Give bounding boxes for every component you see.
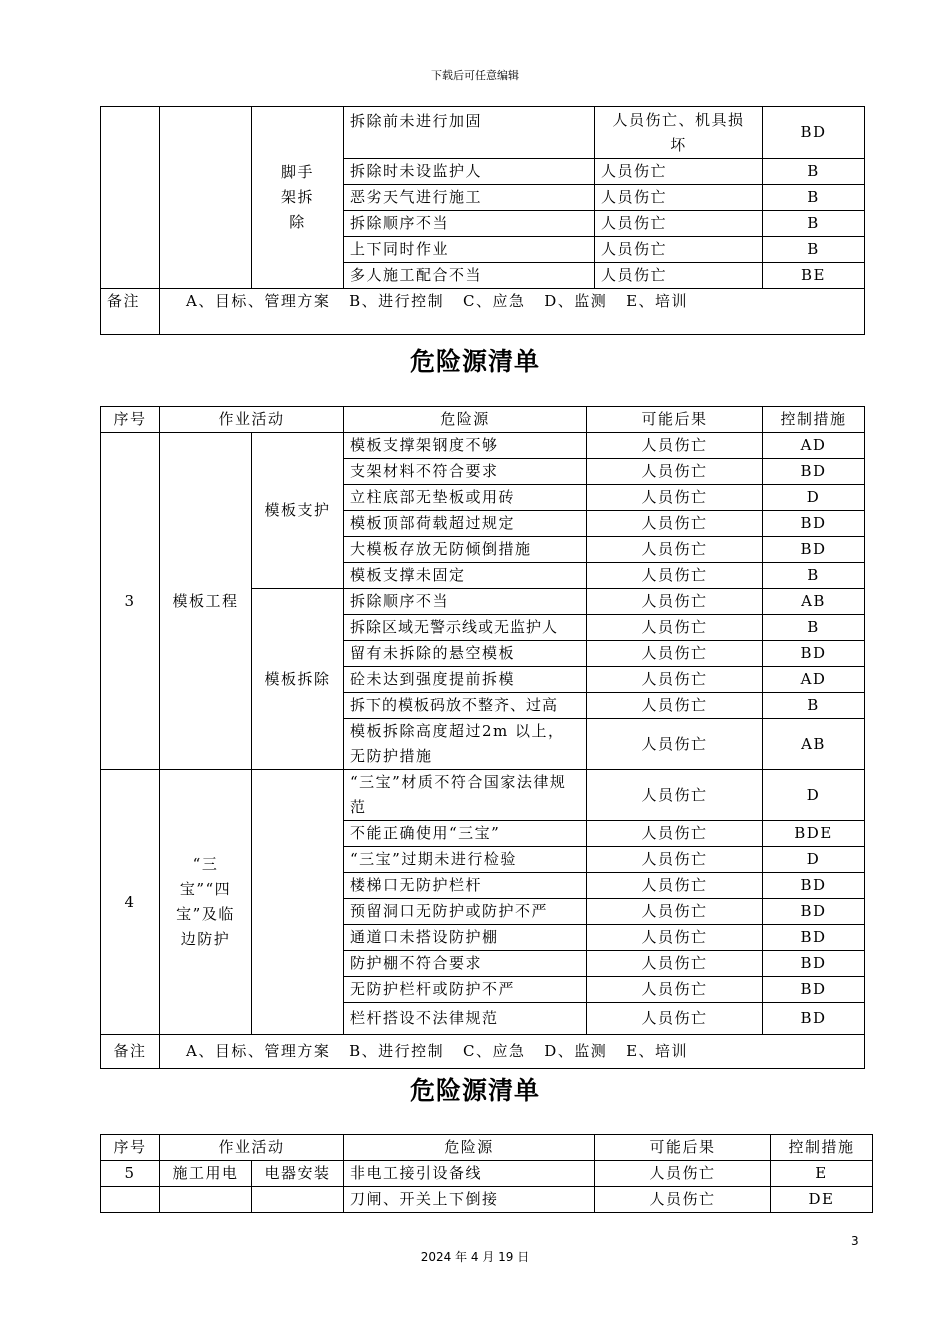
result-cell: 人员伤亡 bbox=[595, 237, 763, 263]
result-cell: 人员伤亡、机具损坏 bbox=[595, 107, 763, 159]
hazard-cell: 拆除顺序不当 bbox=[344, 211, 595, 237]
result-cell: 人员伤亡 bbox=[587, 925, 763, 951]
measure-cell: BD bbox=[763, 925, 865, 951]
hazard-cell: 拆除区域无警示线或无监护人 bbox=[344, 615, 587, 641]
sub-activity-cell: 模板支护 bbox=[252, 433, 344, 589]
hazard-cell: 不能正确使用“三宝” bbox=[344, 821, 587, 847]
result-cell: 人员伤亡 bbox=[587, 667, 763, 693]
sub-activity-cell: 脚手架拆除 bbox=[252, 107, 344, 289]
measure-cell: BD bbox=[763, 1003, 865, 1035]
hazard-cell: 支架材料不符合要求 bbox=[344, 459, 587, 485]
measure-cell: B bbox=[763, 615, 865, 641]
note-row bbox=[101, 1035, 865, 1069]
no-cell: 3 bbox=[101, 433, 160, 770]
measure-cell: BD bbox=[763, 951, 865, 977]
header-no: 序号 bbox=[101, 407, 160, 433]
hazard-cell: 恶劣天气进行施工 bbox=[344, 185, 595, 211]
measure-cell: BD bbox=[763, 641, 865, 667]
table-row bbox=[101, 770, 865, 821]
hazard-cell: 多人施工配合不当 bbox=[344, 263, 595, 289]
hazard-cell: 立柱底部无垫板或用砖 bbox=[344, 485, 587, 511]
hazard-table-continued bbox=[100, 106, 865, 335]
footer-date: 2024 年 4 月 19 日 bbox=[420, 1250, 530, 1264]
result-cell: 人员伤亡 bbox=[587, 459, 763, 485]
result-cell: 人员伤亡 bbox=[595, 1187, 771, 1213]
header-no: 序号 bbox=[101, 1135, 160, 1161]
measure-cell: D bbox=[763, 847, 865, 873]
hazard-cell: “三宝”过期未进行检验 bbox=[344, 847, 587, 873]
no-cell bbox=[101, 1187, 160, 1213]
table-row bbox=[101, 1187, 873, 1213]
measure-cell: B bbox=[763, 563, 865, 589]
document-title: 危险源清单 bbox=[409, 347, 540, 376]
activity-cell: “三宝”“四宝”及临边防护 bbox=[160, 770, 252, 1035]
result-cell: 人员伤亡 bbox=[595, 1161, 771, 1187]
hazard-cell: 拆除前未进行加固 bbox=[344, 107, 595, 159]
hazard-cell: 上下同时作业 bbox=[344, 237, 595, 263]
result-cell: 人员伤亡 bbox=[587, 641, 763, 667]
hazard-cell: “三宝”材质不符合国家法律规范 bbox=[344, 770, 587, 821]
hazard-cell: 模板支撑未固定 bbox=[344, 563, 587, 589]
measure-cell: AB bbox=[763, 589, 865, 615]
result-cell: 人员伤亡 bbox=[595, 185, 763, 211]
result-cell: 人员伤亡 bbox=[595, 263, 763, 289]
measure-cell: BD bbox=[763, 459, 865, 485]
result-cell: 人员伤亡 bbox=[587, 537, 763, 563]
no-cell bbox=[101, 107, 160, 289]
result-cell: 人员伤亡 bbox=[587, 951, 763, 977]
measure-cell: BD bbox=[763, 899, 865, 925]
header-result: 可能后果 bbox=[595, 1135, 771, 1161]
page-number: 3 bbox=[851, 1234, 859, 1248]
result-cell: 人员伤亡 bbox=[587, 511, 763, 537]
activity-cell: 模板工程 bbox=[160, 433, 252, 770]
sub-activity-cell: 电器安装 bbox=[252, 1161, 344, 1187]
hazard-cell: 模板顶部荷载超过规定 bbox=[344, 511, 587, 537]
header-measure: 控制措施 bbox=[771, 1135, 873, 1161]
hazard-cell: 无防护栏杆或防护不严 bbox=[344, 977, 587, 1003]
result-cell: 人员伤亡 bbox=[587, 563, 763, 589]
hazard-cell: 刀闸、开关上下倒接 bbox=[344, 1187, 595, 1213]
hazard-cell: 拆下的模板码放不整齐、过高 bbox=[344, 693, 587, 719]
table-header-row bbox=[101, 407, 865, 433]
measure-cell: E bbox=[771, 1161, 873, 1187]
hazard-cell: 楼梯口无防护栏杆 bbox=[344, 873, 587, 899]
hazard-cell: 砼未达到强度提前拆模 bbox=[344, 667, 587, 693]
page-header: 下载后可任意编辑 bbox=[431, 69, 519, 82]
no-cell: 5 bbox=[101, 1161, 160, 1187]
hazard-cell: 拆除时未设监护人 bbox=[344, 159, 595, 185]
measure-cell: BD bbox=[763, 977, 865, 1003]
measure-cell: D bbox=[763, 485, 865, 511]
measure-cell: AB bbox=[763, 719, 865, 770]
measure-cell: BD bbox=[763, 107, 865, 159]
hazard-cell: 留有未拆除的悬空模板 bbox=[344, 641, 587, 667]
measure-cell: AD bbox=[763, 667, 865, 693]
table-row bbox=[101, 1161, 873, 1187]
result-cell: 人员伤亡 bbox=[587, 1003, 763, 1035]
header-result: 可能后果 bbox=[587, 407, 763, 433]
table-header-row bbox=[101, 1135, 873, 1161]
measure-cell: BD bbox=[763, 873, 865, 899]
header-activity: 作业活动 bbox=[160, 407, 344, 433]
table-row bbox=[101, 433, 865, 459]
hazard-table bbox=[100, 1134, 873, 1213]
result-cell: 人员伤亡 bbox=[587, 589, 763, 615]
result-cell: 人员伤亡 bbox=[587, 433, 763, 459]
header-measure: 控制措施 bbox=[763, 407, 865, 433]
document-title: 危险源清单 bbox=[409, 1076, 540, 1105]
result-cell: 人员伤亡 bbox=[587, 485, 763, 511]
measure-cell: BD bbox=[763, 537, 865, 563]
result-cell: 人员伤亡 bbox=[587, 977, 763, 1003]
hazard-cell: 大模板存放无防倾倒措施 bbox=[344, 537, 587, 563]
measure-cell: B bbox=[763, 237, 865, 263]
measure-cell: BE bbox=[763, 263, 865, 289]
header-hazard: 危险源 bbox=[344, 407, 587, 433]
hazard-cell: 栏杆搭设不法律规范 bbox=[344, 1003, 587, 1035]
result-cell: 人员伤亡 bbox=[587, 899, 763, 925]
result-cell: 人员伤亡 bbox=[595, 159, 763, 185]
result-cell: 人员伤亡 bbox=[587, 615, 763, 641]
result-cell: 人员伤亡 bbox=[587, 821, 763, 847]
no-cell: 4 bbox=[101, 770, 160, 1035]
header-hazard: 危险源 bbox=[344, 1135, 595, 1161]
hazard-cell: 非电工接引设备线 bbox=[344, 1161, 595, 1187]
note-row bbox=[101, 289, 865, 335]
measure-cell: DE bbox=[771, 1187, 873, 1213]
hazard-cell: 预留洞口无防护或防护不严 bbox=[344, 899, 587, 925]
result-cell: 人员伤亡 bbox=[587, 770, 763, 821]
sub-activity-cell bbox=[252, 770, 344, 1035]
hazard-cell: 模板拆除高度超过2m 以上，无防护措施 bbox=[344, 719, 587, 770]
result-cell: 人员伤亡 bbox=[587, 693, 763, 719]
table-row bbox=[101, 107, 865, 159]
measure-cell: BDE bbox=[763, 821, 865, 847]
sub-activity-cell: 模板拆除 bbox=[252, 589, 344, 770]
note-text: A、目标、管理方案 B、进行控制 C、应急 D、监测 E、培训 bbox=[160, 1035, 865, 1069]
note-label: 备注 bbox=[101, 1035, 160, 1069]
measure-cell: D bbox=[763, 770, 865, 821]
measure-cell: B bbox=[763, 159, 865, 185]
hazard-cell: 防护棚不符合要求 bbox=[344, 951, 587, 977]
measure-cell: B bbox=[763, 185, 865, 211]
hazard-cell: 模板支撑架钢度不够 bbox=[344, 433, 587, 459]
note-label: 备注 bbox=[101, 289, 160, 335]
measure-cell: BD bbox=[763, 511, 865, 537]
hazard-cell: 拆除顺序不当 bbox=[344, 589, 587, 615]
activity-cell: 施工用电 bbox=[160, 1161, 252, 1187]
hazard-cell: 通道口未搭设防护棚 bbox=[344, 925, 587, 951]
result-cell: 人员伤亡 bbox=[587, 873, 763, 899]
result-cell: 人员伤亡 bbox=[587, 719, 763, 770]
result-cell: 人员伤亡 bbox=[595, 211, 763, 237]
result-cell: 人员伤亡 bbox=[587, 847, 763, 873]
measure-cell: AD bbox=[763, 433, 865, 459]
hazard-table bbox=[100, 406, 865, 1069]
measure-cell: B bbox=[763, 211, 865, 237]
note-text: A、目标、管理方案 B、进行控制 C、应急 D、监测 E、培训 bbox=[160, 289, 865, 335]
header-activity: 作业活动 bbox=[160, 1135, 344, 1161]
sub-activity-cell bbox=[252, 1187, 344, 1213]
measure-cell: B bbox=[763, 693, 865, 719]
activity-cell bbox=[160, 107, 252, 289]
activity-cell bbox=[160, 1187, 252, 1213]
